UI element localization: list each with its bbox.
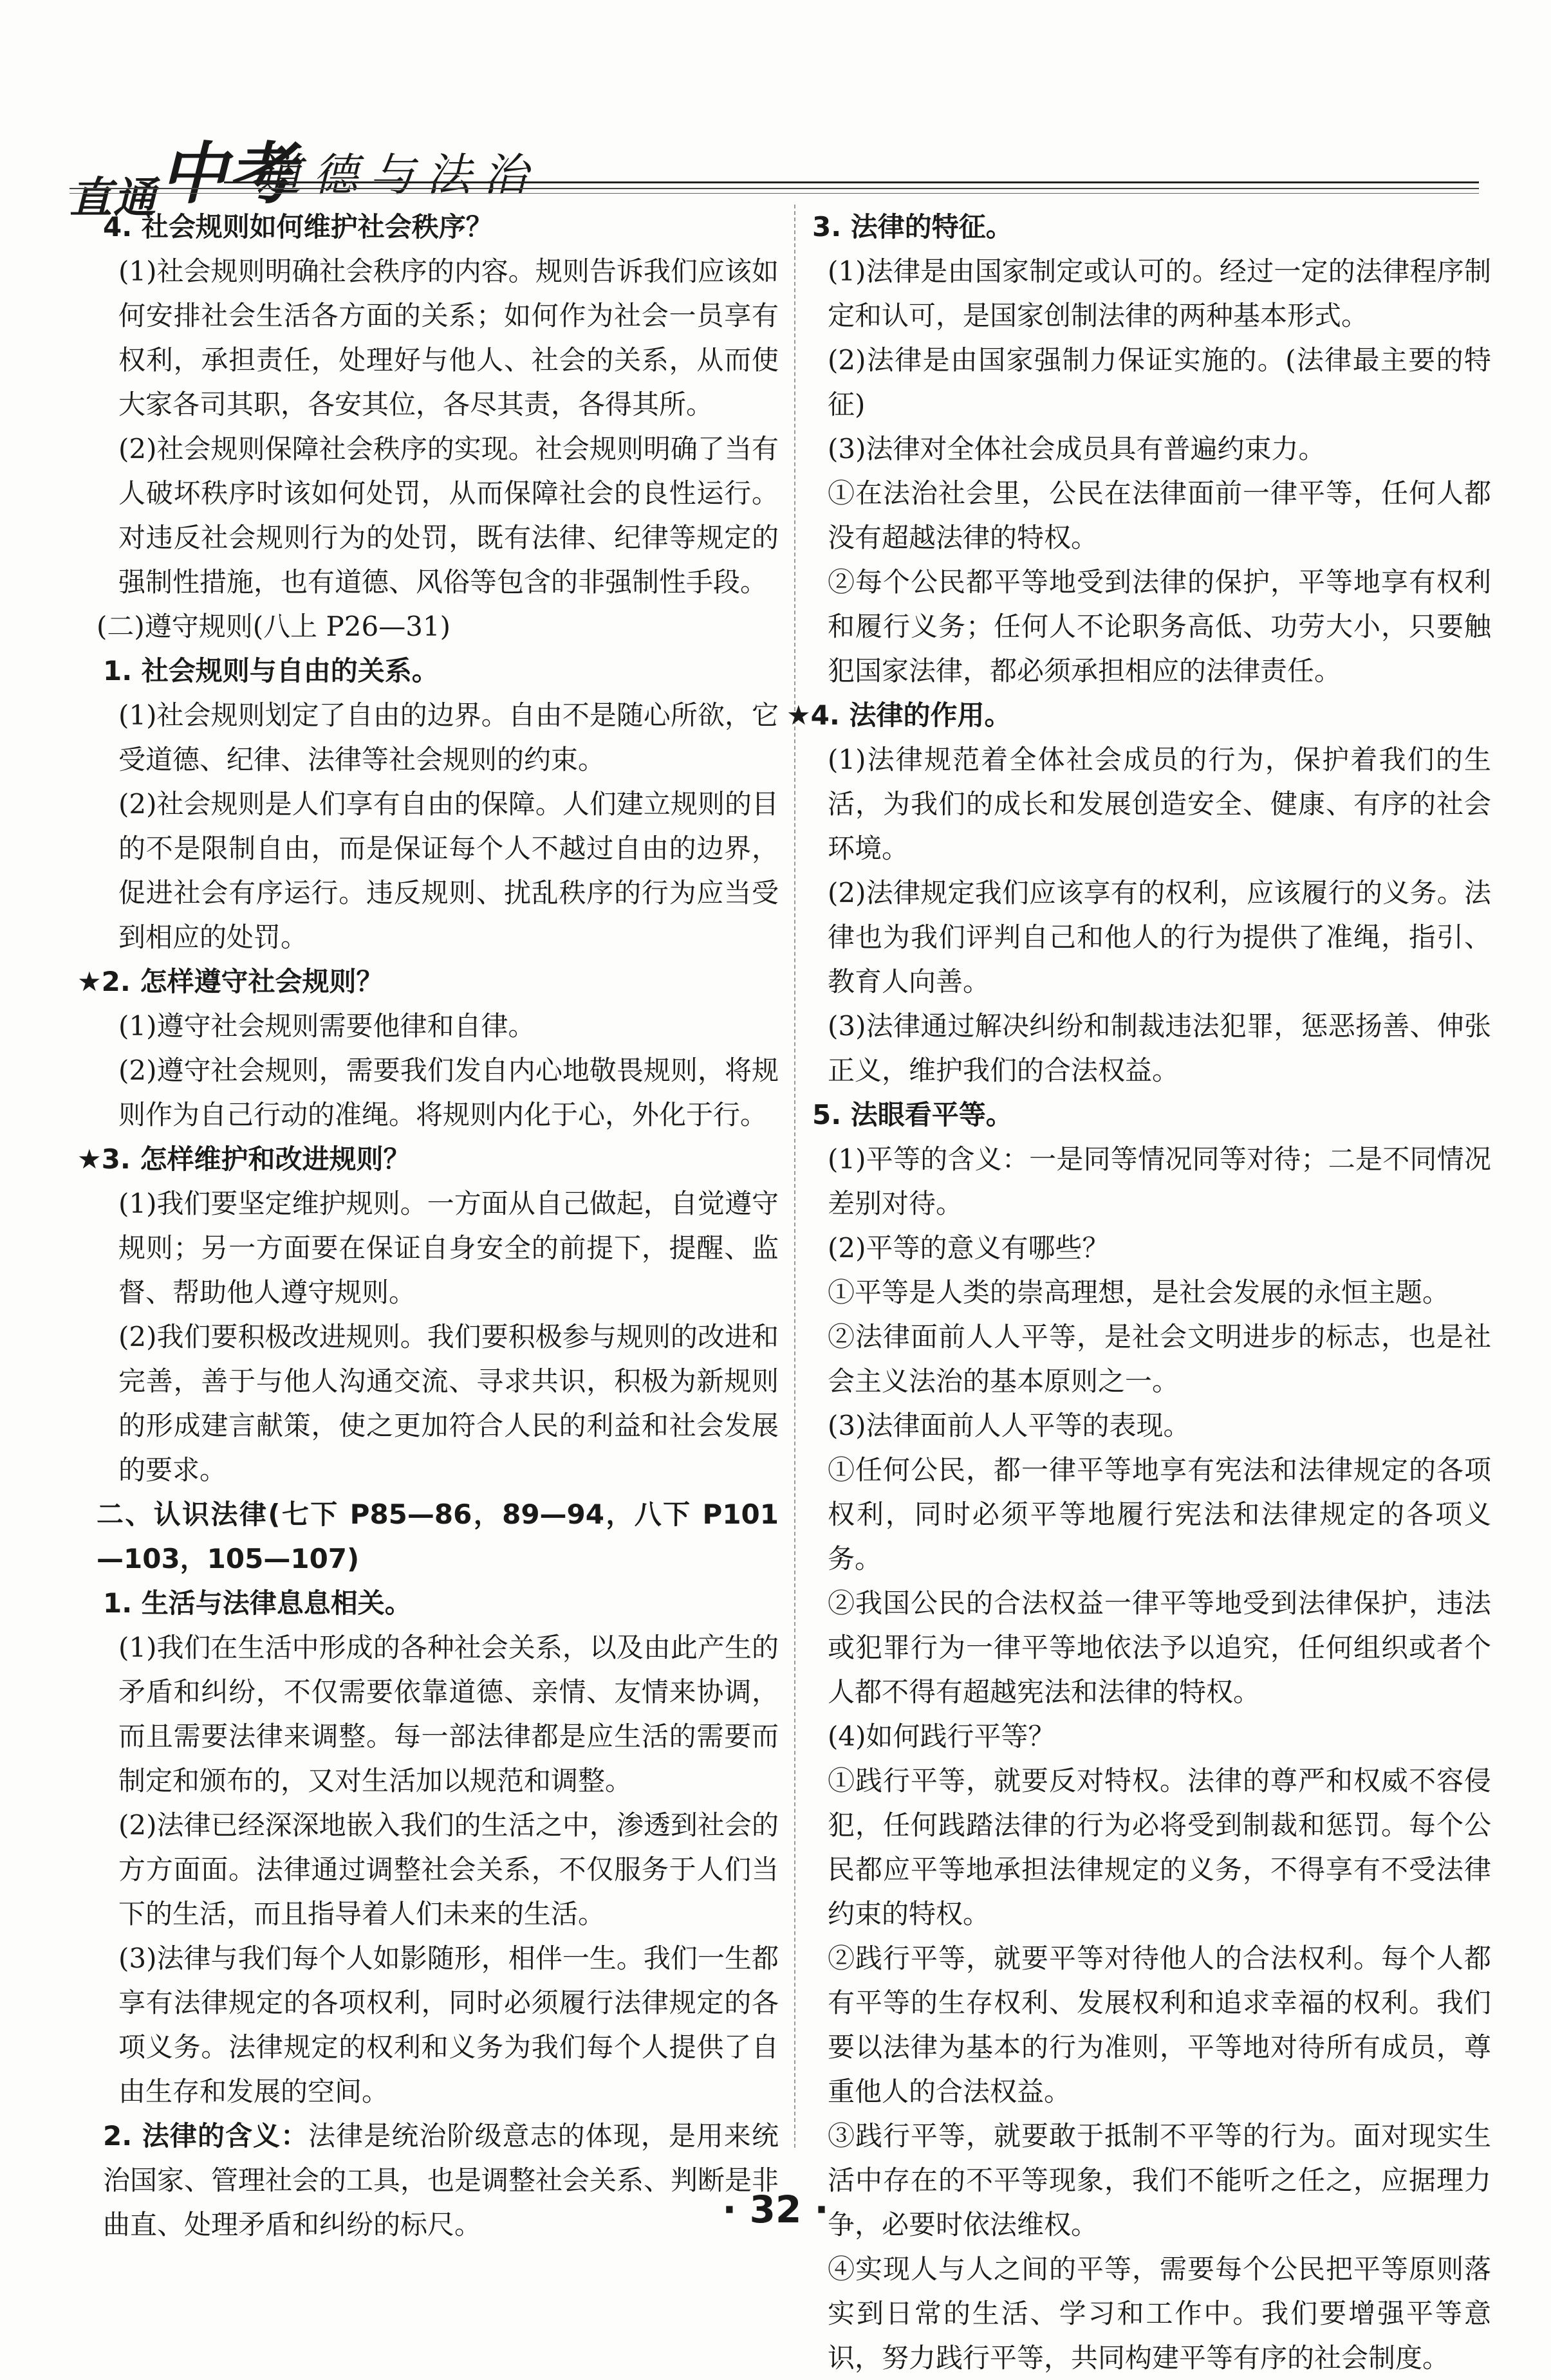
paragraph: (1)遵守社会规则需要他律和自律。 (118, 1010, 535, 1042)
paragraph: (3)法律对全体社会成员具有普遍约束力。 (828, 433, 1326, 465)
paragraph: (1)社会规则划定了自由的边界。自由不是随心所欲，它受道德、纪律、法律等社会规则的约束。 (118, 699, 779, 775)
paragraph: ①践行平等，就要反对特权。法律的尊严和权威不容侵犯，任何践踏法律的行为必将受到制裁和惩罚。每个公民都应平等地承担法律规定的义务，不得享有不受法律约束的特权。 (828, 1765, 1491, 1930)
paragraph: ④实现人与人之间的平等，需要每个公民把平等原则落实到日常的生活、学习和工作中。我们要增强平等意识，努力践行平等，共同构建平等有序的社会制度。 (828, 2253, 1491, 2374)
question-heading: 5. 法眼看平等。 (812, 1099, 1013, 1130)
paragraph: ①任何公民，都一律平等地享有宪法和法律规定的各项权利，同时必须平等地履行宪法和法律规定的各项义务。 (828, 1454, 1491, 1574)
header-rule (70, 193, 1479, 194)
paragraph: (1)法律规范着全体社会成员的行为，保护着我们的生活，为我们的成长和发展创造安全、健康、有序的社会环境。 (828, 744, 1491, 864)
left-column (77, 205, 779, 2247)
paragraph: (2)法律是由国家强制力保证实施的。(法律最主要的特征) (828, 344, 1491, 420)
question-heading: ★3. 怎样维护和改进规则？ (77, 1143, 411, 1175)
question-heading: ★4. 法律的作用。 (786, 699, 1012, 731)
brand-big-text: 中考 (160, 134, 297, 213)
paragraph: (2)社会规则是人们享有自由的保障。人们建立规则的目的不是限制自由，而是保证每个人不越过自由的边界，促进社会有序运行。违反规则、扰乱秩序的行为应当受到相应的处罚。 (118, 788, 779, 953)
header-rule (224, 181, 1479, 183)
paragraph: (1)平等的含义：一是同等情况同等对待；二是不同情况差别对待。 (828, 1143, 1491, 1219)
paragraph: (1)我们在生活中形成的各种社会关系，以及由此产生的矛盾和纠纷，不仅需要依靠道德、亲情、友情来协调，而且需要法律来调整。每一部法律都是应生活的需要而制定和颁布的，又对生活加以规范和调整。 (118, 1632, 779, 1796)
paragraph: (2)遵守社会规则，需要我们发自内心地敬畏规则，将规则作为自己行动的准绳。将规则内化于心，外化于行。 (118, 1055, 779, 1130)
part-heading: 二、认识法律(七下 P85—86，89—94，八下 P101—103，105—107) (97, 1499, 779, 1574)
paragraph: (2)我们要积极改进规则。我们要积极参与规则的改进和完善，善于与他人沟通交流、寻求共识，积极为新规则的形成建言献策，使之更加符合人民的利益和社会发展的要求。 (118, 1321, 779, 1486)
paragraph: ②我国公民的合法权益一律平等地受到法律保护，违法或犯罪行为一律平等地依法予以追究，任何组织或者个人都不得有超越宪法和法律的特权。 (828, 1587, 1491, 1708)
paragraph: ③践行平等，就要敢于抵制不平等的行为。面对现实生活中存在的不平等现象，我们不能听之任之，应据理力争，必要时依法维权。 (828, 2120, 1491, 2240)
paragraph: (3)法律通过解决纠纷和制裁违法犯罪，惩恶扬善、伸张正义，维护我们的合法权益。 (828, 1010, 1491, 1086)
question-heading: 1. 社会规则与自由的关系。 (103, 655, 439, 687)
paragraph: (2)法律规定我们应该享有的权利，应该履行的义务。法律也为我们评判自己和他人的行为提供了准绳，指引、教育人向善。 (828, 877, 1491, 997)
paragraph: (1)法律是由国家制定或认可的。经过一定的法律程序制定和认可，是国家创制法律的两种基本形式。 (828, 255, 1491, 331)
paragraph: ②每个公民都平等地受到法律的保护，平等地享有权利和履行义务；任何人不论职务高低、功劳大小，只要触犯国家法律，都必须承担相应的法律责任。 (828, 566, 1491, 687)
paragraph: (2)法律已经深深地嵌入我们的生活之中，渗透到社会的方方面面。法律通过调整社会关系，不仅服务于人们当下的生活，而且指导着人们未来的生活。 (118, 1809, 779, 1930)
subject-title: 道德与法治 (256, 149, 539, 201)
page-header (70, 109, 1479, 223)
paragraph: (3)法律与我们每个人如影随形，相伴一生。我们一生都享有法律规定的各项权利，同时必须履行法律规定的各项义务。法律规定的权利和义务为我们每个人提供了自由生存和发展的空间。 (118, 1942, 779, 2107)
paragraph: (3)法律面前人人平等的表现。 (828, 1410, 1191, 1441)
paragraph: (2)平等的意义有哪些？ (828, 1232, 1110, 1264)
paragraph: ②法律面前人人平等，是社会文明进步的标志，也是社会主义法治的基本原则之一。 (828, 1321, 1491, 1397)
column-divider (794, 205, 795, 2148)
right-column (786, 205, 1491, 2380)
brand-text: 直通 (70, 173, 157, 223)
section-heading: (二)遵守规则(八上 P26—31) (97, 611, 451, 642)
paragraph: ①平等是人类的崇高理想，是社会发展的永恒主题。 (828, 1277, 1450, 1308)
paragraph: (1)我们要坚定维护规则。一方面从自己做起，自觉遵守规则；另一方面要在保证自身安全的前提下，提醒、监督、帮助他人遵守规则。 (118, 1188, 779, 1308)
paragraph: (1)社会规则明确社会秩序的内容。规则告诉我们应该如何安排社会生活各方面的关系；如何作为社会一员享有权利，承担责任，处理好与他人、社会的关系，从而使大家各司其职，各安其位，各尽其责，各得其所。 (118, 255, 779, 420)
paragraph: (2)社会规则保障社会秩序的实现。社会规则明确了当有人破坏秩序时该如何处罚，从而保障社会的良性运行。对违反社会规则行为的处罚，既有法律、纪律等规定的强制性措施，也有道德、风俗等包含的非强制性手段。 (118, 433, 779, 598)
paragraph: (4)如何践行平等？ (828, 1720, 1055, 1752)
question-heading: 3. 法律的特征。 (812, 211, 1013, 243)
question-heading: ★2. 怎样遵守社会规则？ (77, 966, 384, 997)
paragraph: ①在法治社会里，公民在法律面前一律平等，任何人都没有超越法律的特权。 (828, 477, 1491, 553)
header-rule (70, 188, 1479, 189)
definition-paragraph: 2. 法律的含义：法律是统治阶级意志的体现，是用来统治国家、管理社会的工具，也是调整社会关系、判断是非曲直、处理矛盾和纠纷的标尺。 (103, 2120, 779, 2240)
question-heading: 1. 生活与法律息息相关。 (103, 1587, 412, 1619)
paragraph: ②践行平等，就要平等对待他人的合法权利。每个人都有平等的生存权利、发展权利和追求幸福的权利。我们要以法律为基本的行为准则，平等地对待所有成员，尊重他人的合法权益。 (828, 1942, 1491, 2107)
page-number: · 32 · (722, 2188, 829, 2231)
question-heading: 4. 社会规则如何维护社会秩序？ (103, 211, 493, 243)
